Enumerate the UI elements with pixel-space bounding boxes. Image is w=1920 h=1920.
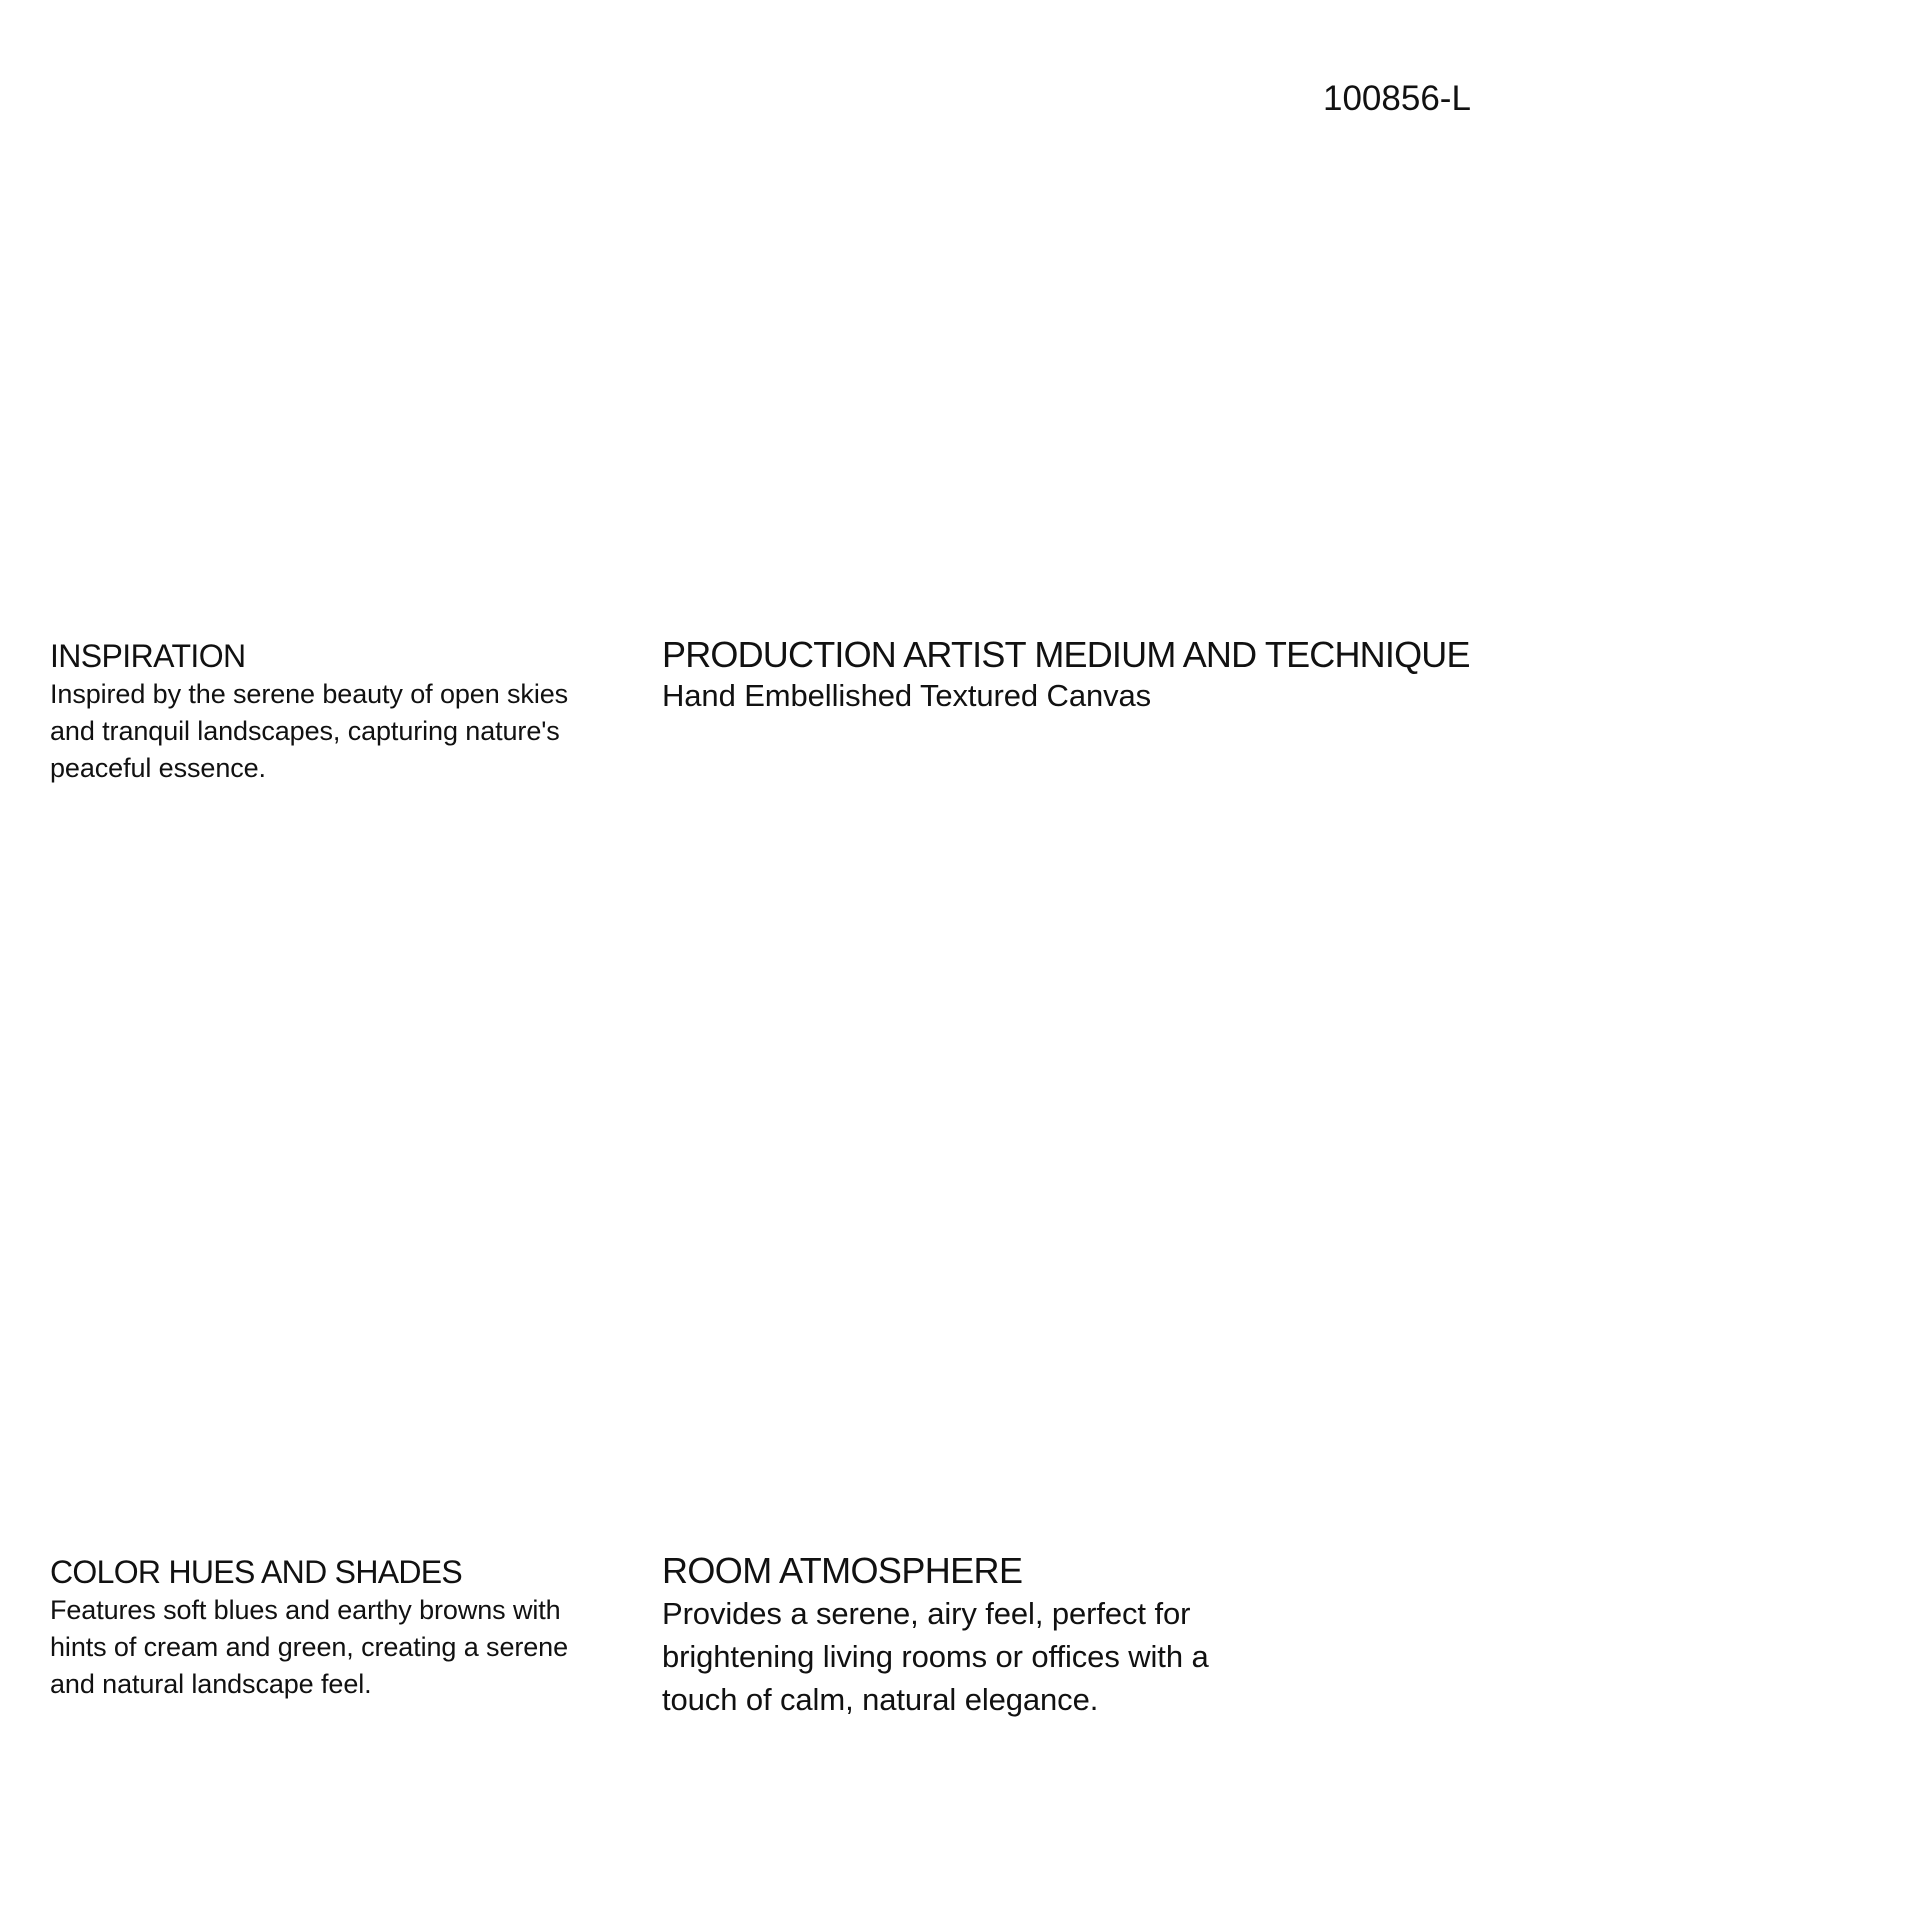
inspiration-section xyxy=(50,636,610,787)
product-code: 100856-L xyxy=(1323,79,1471,118)
room-atmosphere-heading: ROOM ATMOSPHERE xyxy=(662,1550,1023,1591)
production-body: Hand Embellished Textured Canvas xyxy=(662,678,1152,713)
production-section xyxy=(662,634,1602,716)
room-atmosphere-section xyxy=(662,1550,1232,1721)
production-heading: PRODUCTION ARTIST MEDIUM AND TECHNIQUE xyxy=(662,634,1470,675)
color-body: Features soft blues and earthy browns with hints of cream and green, creating a serene and natural landscape feel. xyxy=(50,1595,569,1699)
inspiration-body: Inspired by the serene beauty of open skies and tranquil landscapes, capturing nature's peaceful essence. xyxy=(50,679,569,783)
room-atmosphere-body: Provides a serene, airy feel, perfect for brightening living rooms or offices with a touch of calm, natural elegance. xyxy=(662,1596,1209,1717)
color-heading: COLOR HUES AND SHADES xyxy=(50,1554,463,1590)
inspiration-heading: INSPIRATION xyxy=(50,638,246,674)
color-section xyxy=(50,1552,610,1703)
